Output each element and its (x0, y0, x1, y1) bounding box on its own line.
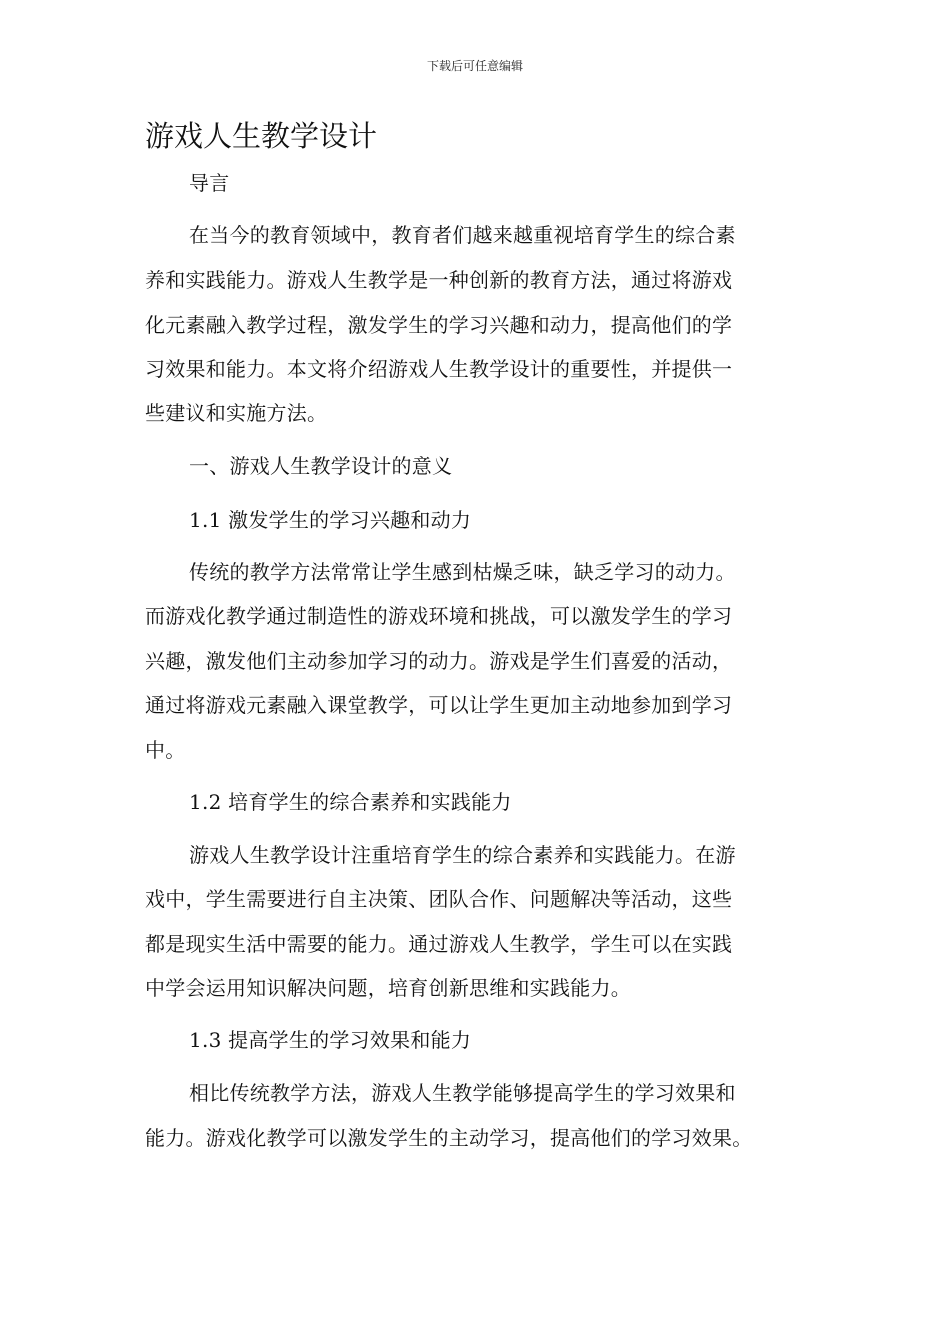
paragraph-line: 游戏人生教学设计注重培育学生的综合素养和实践能力。在游 (189, 843, 736, 867)
paragraph-line: 相比传统教学方法，游戏人生教学能够提高学生的学习效果和 (189, 1081, 736, 1105)
subsection-heading-1-1: 1.1 激发学生的学习兴趣和动力 (189, 508, 472, 532)
paragraph-line: 传统的教学方法常常让学生感到枯燥乏味，缺乏学习的动力。 (189, 560, 736, 584)
paragraph-line: 在当今的教育领域中，教育者们越来越重视培育学生的综合素 (189, 223, 736, 247)
paragraph-line: 中。 (145, 738, 186, 762)
paragraph-line: 而游戏化教学通过制造性的游戏环境和挑战，可以激发学生的学习 (145, 604, 733, 628)
section-heading-1: 一、游戏人生教学设计的意义 (189, 454, 453, 478)
paragraph-line: 通过将游戏元素融入课堂教学，可以让学生更加主动地参加到学习 (145, 693, 733, 717)
paragraph-line: 养和实践能力。游戏人生教学是一种创新的教育方法，通过将游戏 (145, 268, 733, 292)
subsection-heading-1-2: 1.2 培育学生的综合素养和实践能力 (189, 790, 512, 814)
paragraph-line: 都是现实生活中需要的能力。通过游戏人生教学，学生可以在实践 (145, 932, 733, 956)
paragraph-line: 兴趣，激发他们主动参加学习的动力。游戏是学生们喜爱的活动， (145, 649, 733, 673)
subsection-heading-1-3: 1.3 提高学生的学习效果和能力 (189, 1028, 472, 1052)
paragraph-line: 能力。游戏化教学可以激发学生的主动学习，提高他们的学习效果。 (145, 1126, 753, 1150)
paragraph-line: 中学会运用知识解决问题，培育创新思维和实践能力。 (145, 976, 631, 1000)
section-heading-intro: 导言 (189, 171, 230, 195)
paragraph-line: 些建议和实施方法。 (145, 401, 328, 425)
paragraph-line: 化元素融入教学过程，激发学生的学习兴趣和动力，提高他们的学 (145, 313, 733, 337)
paragraph-line: 戏中，学生需要进行自主决策、团队合作、问题解决等活动，这些 (145, 887, 733, 911)
document-title: 游戏人生教学设计 (145, 119, 378, 153)
header-note: 下载后可任意编辑 (426, 59, 523, 73)
paragraph-line: 习效果和能力。本文将介绍游戏人生教学设计的重要性，并提供一 (145, 357, 733, 381)
